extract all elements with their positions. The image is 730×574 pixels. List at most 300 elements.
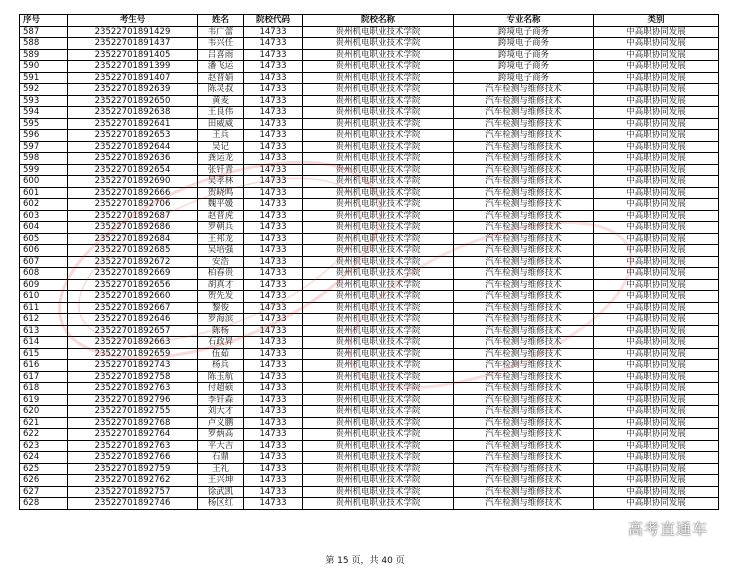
cell-school-name: 贵州机电职业技术学院 [303, 84, 454, 96]
cell-school-code: 14733 [244, 325, 303, 337]
cell-seq: 587 [20, 26, 68, 38]
cell-seq: 606 [20, 245, 68, 257]
cell-seq: 612 [20, 314, 68, 326]
cell-exam-id: 23522701892654 [68, 164, 198, 176]
cell-school-code: 14733 [244, 153, 303, 165]
cell-category: 中高职协同发展 [594, 440, 719, 452]
cell-school-name: 贵州机电职业技术学院 [303, 486, 454, 498]
cell-name: 潘飞运 [198, 61, 244, 73]
cell-school-name: 贵州机电职业技术学院 [303, 61, 454, 73]
cell-school-name: 贵州机电职业技术学院 [303, 268, 454, 280]
cell-major-name: 汽车检测与维修技术 [454, 268, 594, 280]
cell-category: 中高职协同发展 [594, 95, 719, 107]
cell-category: 中高职协同发展 [594, 210, 719, 222]
table-row [20, 486, 719, 498]
cell-name: 黎俊 [198, 302, 244, 314]
cell-seq: 617 [20, 371, 68, 383]
cell-seq: 619 [20, 394, 68, 406]
cell-school-name: 贵州机电职业技术学院 [303, 498, 454, 510]
cell-category: 中高职协同发展 [594, 84, 719, 96]
page-footer: 第 15 页，共 40 页 [325, 556, 405, 566]
cell-school-name: 贵州机电职业技术学院 [303, 302, 454, 314]
table-row [20, 141, 719, 153]
cell-major-name: 汽车检测与维修技术 [454, 406, 594, 418]
table-row [20, 417, 719, 429]
table-row [20, 61, 719, 73]
cell-school-code: 14733 [244, 256, 303, 268]
cell-exam-id: 23522701892657 [68, 325, 198, 337]
cell-school-name: 贵州机电职业技术学院 [303, 406, 454, 418]
cell-category: 中高职协同发展 [594, 61, 719, 73]
cell-school-name: 贵州机电职业技术学院 [303, 130, 454, 142]
cell-major-name: 汽车检测与维修技术 [454, 417, 594, 429]
cell-name: 王礼 [198, 463, 244, 475]
cell-school-name: 贵州机电职业技术学院 [303, 291, 454, 303]
cell-seq: 615 [20, 348, 68, 360]
cell-major-name: 汽车检测与维修技术 [454, 452, 594, 464]
cell-school-code: 14733 [244, 222, 303, 234]
cell-category: 中高职协同发展 [594, 245, 719, 257]
cell-school-code: 14733 [244, 118, 303, 130]
table-row [20, 95, 719, 107]
cell-category: 中高职协同发展 [594, 118, 719, 130]
cell-school-name: 贵州机电职业技术学院 [303, 107, 454, 119]
cell-name: 罗朝兵 [198, 222, 244, 234]
cell-seq: 624 [20, 452, 68, 464]
cell-category: 中高职协同发展 [594, 302, 719, 314]
cell-school-code: 14733 [244, 383, 303, 395]
cell-exam-id: 23522701892666 [68, 187, 198, 199]
table-row [20, 130, 719, 142]
cell-exam-id: 23522701892672 [68, 256, 198, 268]
cell-name: 韦广蕾 [198, 26, 244, 38]
header-school-name: 院校名称 [303, 15, 454, 27]
cell-major-name: 汽车检测与维修技术 [454, 429, 594, 441]
table-row [20, 199, 719, 211]
cell-major-name: 汽车检测与维修技术 [454, 130, 594, 142]
cell-school-name: 贵州机电职业技术学院 [303, 348, 454, 360]
cell-school-code: 14733 [244, 291, 303, 303]
cell-school-name: 贵州机电职业技术学院 [303, 187, 454, 199]
cell-seq: 627 [20, 486, 68, 498]
cell-school-code: 14733 [244, 279, 303, 291]
cell-exam-id: 23522701892636 [68, 153, 198, 165]
cell-name: 黄麦 [198, 95, 244, 107]
cell-seq: 628 [20, 498, 68, 510]
cell-school-code: 14733 [244, 187, 303, 199]
cell-name: 安浩 [198, 256, 244, 268]
cell-category: 中高职协同发展 [594, 38, 719, 50]
cell-category: 中高职协同发展 [594, 406, 719, 418]
cell-school-code: 14733 [244, 49, 303, 61]
cell-major-name: 跨境电子商务 [454, 72, 594, 84]
cell-name: 韦兴任 [198, 38, 244, 50]
cell-category: 中高职协同发展 [594, 314, 719, 326]
cell-school-code: 14733 [244, 440, 303, 452]
cell-exam-id: 23522701892638 [68, 107, 198, 119]
cell-major-name: 汽车检测与维修技术 [454, 187, 594, 199]
cell-category: 中高职协同发展 [594, 176, 719, 188]
cell-major-name: 跨境电子商务 [454, 38, 594, 50]
table-row [20, 348, 719, 360]
cell-seq: 604 [20, 222, 68, 234]
cell-seq: 598 [20, 153, 68, 165]
cell-school-name: 贵州机电职业技术学院 [303, 210, 454, 222]
cell-seq: 592 [20, 84, 68, 96]
cell-seq: 609 [20, 279, 68, 291]
cell-major-name: 汽车检测与维修技术 [454, 118, 594, 130]
cell-name: 魏平媛 [198, 199, 244, 211]
cell-major-name: 跨境电子商务 [454, 61, 594, 73]
cell-school-name: 贵州机电职业技术学院 [303, 222, 454, 234]
cell-exam-id: 23522701892763 [68, 383, 198, 395]
cell-seq: 610 [20, 291, 68, 303]
cell-school-name: 贵州机电职业技术学院 [303, 233, 454, 245]
table-row [20, 49, 719, 61]
table-row [20, 302, 719, 314]
cell-seq: 621 [20, 417, 68, 429]
cell-major-name: 汽车检测与维修技术 [454, 291, 594, 303]
cell-seq: 600 [20, 176, 68, 188]
cell-name: 伍茹 [198, 348, 244, 360]
table-row [20, 256, 719, 268]
cell-exam-id: 23522701892743 [68, 360, 198, 372]
cell-school-code: 14733 [244, 417, 303, 429]
cell-school-code: 14733 [244, 176, 303, 188]
cell-school-code: 14733 [244, 337, 303, 349]
cell-major-name: 汽车检测与维修技术 [454, 475, 594, 487]
cell-name: 胡真才 [198, 279, 244, 291]
cell-school-code: 14733 [244, 498, 303, 510]
cell-school-code: 14733 [244, 26, 303, 38]
table-row [20, 498, 719, 510]
cell-name: 柏春贵 [198, 268, 244, 280]
cell-exam-id: 23522701892659 [68, 348, 198, 360]
table-row [20, 153, 719, 165]
cell-seq: 589 [20, 49, 68, 61]
table-row [20, 26, 719, 38]
cell-school-name: 贵州机电职业技术学院 [303, 95, 454, 107]
cell-exam-id: 23522701892755 [68, 406, 198, 418]
cell-seq: 595 [20, 118, 68, 130]
header-exam-id: 考生号 [68, 15, 198, 27]
cell-category: 中高职协同发展 [594, 463, 719, 475]
cell-seq: 596 [20, 130, 68, 142]
cell-exam-id: 23522701892746 [68, 498, 198, 510]
cell-name: 付超硕 [198, 383, 244, 395]
cell-category: 中高职协同发展 [594, 429, 719, 441]
cell-seq: 602 [20, 199, 68, 211]
cell-school-code: 14733 [244, 486, 303, 498]
cell-school-name: 贵州机电职业技术学院 [303, 325, 454, 337]
cell-seq: 611 [20, 302, 68, 314]
table-row [20, 245, 719, 257]
cell-name: 张钎青 [198, 164, 244, 176]
table-row [20, 383, 719, 395]
cell-school-name: 贵州机电职业技术学院 [303, 72, 454, 84]
cell-exam-id: 23522701891437 [68, 38, 198, 50]
cell-category: 中高职协同发展 [594, 268, 719, 280]
cell-major-name: 汽车检测与维修技术 [454, 325, 594, 337]
table-row [20, 38, 719, 50]
cell-major-name: 汽车检测与维修技术 [454, 164, 594, 176]
cell-seq: 593 [20, 95, 68, 107]
cell-exam-id: 23522701892656 [68, 279, 198, 291]
cell-exam-id: 23522701892660 [68, 291, 198, 303]
cell-name: 王兴坤 [198, 475, 244, 487]
cell-school-name: 贵州机电职业技术学院 [303, 279, 454, 291]
cell-major-name: 汽车检测与维修技术 [454, 107, 594, 119]
cell-school-name: 贵州机电职业技术学院 [303, 118, 454, 130]
cell-school-name: 贵州机电职业技术学院 [303, 153, 454, 165]
cell-seq: 607 [20, 256, 68, 268]
table-row [20, 72, 719, 84]
cell-major-name: 汽车检测与维修技术 [454, 348, 594, 360]
cell-category: 中高职协同发展 [594, 233, 719, 245]
cell-name: 平大吉 [198, 440, 244, 452]
table-row [20, 440, 719, 452]
cell-major-name: 汽车检测与维修技术 [454, 394, 594, 406]
cell-name: 杨兵 [198, 360, 244, 372]
cell-school-name: 贵州机电职业技术学院 [303, 337, 454, 349]
cell-exam-id: 23522701892685 [68, 245, 198, 257]
cell-major-name: 汽车检测与维修技术 [454, 153, 594, 165]
cell-major-name: 汽车检测与维修技术 [454, 176, 594, 188]
table-row [20, 84, 719, 96]
table-row [20, 314, 719, 326]
cell-school-code: 14733 [244, 199, 303, 211]
cell-exam-id: 23522701892641 [68, 118, 198, 130]
cell-school-code: 14733 [244, 302, 303, 314]
cell-category: 中高职协同发展 [594, 291, 719, 303]
cell-school-name: 贵州机电职业技术学院 [303, 141, 454, 153]
cell-major-name: 汽车检测与维修技术 [454, 95, 594, 107]
cell-school-name: 贵州机电职业技术学院 [303, 452, 454, 464]
cell-major-name: 汽车检测与维修技术 [454, 210, 594, 222]
cell-name: 王良伟 [198, 107, 244, 119]
header-school-code: 院校代码 [244, 15, 303, 27]
cell-name: 李钎森 [198, 394, 244, 406]
cell-name: 罗海滨 [198, 314, 244, 326]
cell-name: 徐武凯 [198, 486, 244, 498]
cell-school-code: 14733 [244, 406, 303, 418]
cell-school-code: 14733 [244, 429, 303, 441]
cell-category: 中高职协同发展 [594, 348, 719, 360]
header-category: 类别 [594, 15, 719, 27]
cell-seq: 618 [20, 383, 68, 395]
cell-major-name: 汽车检测与维修技术 [454, 302, 594, 314]
cell-seq: 614 [20, 337, 68, 349]
table-row [20, 360, 719, 372]
cell-exam-id: 23522701892644 [68, 141, 198, 153]
cell-exam-id: 23522701892669 [68, 268, 198, 280]
cell-seq: 599 [20, 164, 68, 176]
header-name: 姓名 [198, 15, 244, 27]
table-row [20, 176, 719, 188]
cell-school-name: 贵州机电职业技术学院 [303, 417, 454, 429]
table-row [20, 222, 719, 234]
cell-category: 中高职协同发展 [594, 130, 719, 142]
cell-school-code: 14733 [244, 84, 303, 96]
cell-school-name: 贵州机电职业技术学院 [303, 360, 454, 372]
cell-school-code: 14733 [244, 245, 303, 257]
table-row [20, 325, 719, 337]
cell-school-code: 14733 [244, 452, 303, 464]
cell-school-code: 14733 [244, 164, 303, 176]
cell-major-name: 汽车检测与维修技术 [454, 256, 594, 268]
cell-exam-id: 23522701892667 [68, 302, 198, 314]
table-row [20, 371, 719, 383]
cell-name: 石政昇 [198, 337, 244, 349]
cell-category: 中高职协同发展 [594, 337, 719, 349]
cell-seq: 613 [20, 325, 68, 337]
cell-seq: 626 [20, 475, 68, 487]
cell-name: 杨区红 [198, 498, 244, 510]
cell-exam-id: 23522701892639 [68, 84, 198, 96]
cell-name: 吴培强 [198, 245, 244, 257]
cell-seq: 608 [20, 268, 68, 280]
cell-school-code: 14733 [244, 233, 303, 245]
cell-exam-id: 23522701892650 [68, 95, 198, 107]
cell-school-code: 14733 [244, 38, 303, 50]
cell-seq: 620 [20, 406, 68, 418]
cell-major-name: 汽车检测与维修技术 [454, 337, 594, 349]
cell-name: 刘大才 [198, 406, 244, 418]
cell-exam-id: 23522701892690 [68, 176, 198, 188]
cell-major-name: 汽车检测与维修技术 [454, 84, 594, 96]
cell-exam-id: 23522701892757 [68, 486, 198, 498]
table-row [20, 475, 719, 487]
cell-name: 陈灵叔 [198, 84, 244, 96]
table-row [20, 210, 719, 222]
cell-major-name: 汽车检测与维修技术 [454, 360, 594, 372]
cell-major-name: 汽车检测与维修技术 [454, 463, 594, 475]
cell-school-code: 14733 [244, 210, 303, 222]
cell-category: 中高职协同发展 [594, 486, 719, 498]
table-row [20, 452, 719, 464]
cell-exam-id: 23522701892796 [68, 394, 198, 406]
cell-major-name: 汽车检测与维修技术 [454, 486, 594, 498]
cell-name: 赵晋娟 [198, 72, 244, 84]
table-body [20, 26, 719, 509]
cell-exam-id: 23522701892766 [68, 452, 198, 464]
cell-exam-id: 23522701892663 [68, 337, 198, 349]
cell-exam-id: 23522701892646 [68, 314, 198, 326]
cell-name: 陈杨 [198, 325, 244, 337]
cell-exam-id: 23522701892758 [68, 371, 198, 383]
cell-name: 王邦龙 [198, 233, 244, 245]
cell-category: 中高职协同发展 [594, 383, 719, 395]
cell-category: 中高职协同发展 [594, 325, 719, 337]
cell-major-name: 跨境电子商务 [454, 26, 594, 38]
cell-seq: 605 [20, 233, 68, 245]
cell-school-code: 14733 [244, 463, 303, 475]
cell-exam-id: 23522701891399 [68, 61, 198, 73]
cell-school-code: 14733 [244, 348, 303, 360]
table-row [20, 279, 719, 291]
cell-school-code: 14733 [244, 61, 303, 73]
cell-exam-id: 23522701892706 [68, 199, 198, 211]
cell-name: 赵晋虎 [198, 210, 244, 222]
cell-major-name: 汽车检测与维修技术 [454, 440, 594, 452]
cell-exam-id: 23522701892684 [68, 233, 198, 245]
cell-major-name: 汽车检测与维修技术 [454, 498, 594, 510]
cell-category: 中高职协同发展 [594, 475, 719, 487]
cell-category: 中高职协同发展 [594, 279, 719, 291]
cell-school-code: 14733 [244, 72, 303, 84]
table-row [20, 268, 719, 280]
cell-category: 中高职协同发展 [594, 141, 719, 153]
cell-major-name: 汽车检测与维修技术 [454, 371, 594, 383]
header-seq: 序号 [20, 15, 68, 27]
cell-school-name: 贵州机电职业技术学院 [303, 164, 454, 176]
cell-major-name: 跨境电子商务 [454, 49, 594, 61]
cell-school-code: 14733 [244, 95, 303, 107]
cell-category: 中高职协同发展 [594, 26, 719, 38]
cell-name: 石鼎 [198, 452, 244, 464]
table-row [20, 429, 719, 441]
table-row [20, 233, 719, 245]
cell-name: 陈玉航 [198, 371, 244, 383]
cell-exam-id: 23522701891429 [68, 26, 198, 38]
cell-school-name: 贵州机电职业技术学院 [303, 475, 454, 487]
table-row [20, 164, 719, 176]
cell-seq: 591 [20, 72, 68, 84]
cell-major-name: 汽车检测与维修技术 [454, 233, 594, 245]
cell-category: 中高职协同发展 [594, 72, 719, 84]
cell-exam-id: 23522701892759 [68, 463, 198, 475]
cell-major-name: 汽车检测与维修技术 [454, 141, 594, 153]
cell-name: 龚运龙 [198, 153, 244, 165]
cell-name: 吴孝林 [198, 176, 244, 188]
cell-name: 贺晓鸣 [198, 187, 244, 199]
cell-school-code: 14733 [244, 107, 303, 119]
admission-list-sheet [19, 14, 712, 510]
table-row [20, 118, 719, 130]
cell-category: 中高职协同发展 [594, 153, 719, 165]
cell-seq: 622 [20, 429, 68, 441]
cell-major-name: 汽车检测与维修技术 [454, 279, 594, 291]
cell-school-name: 贵州机电职业技术学院 [303, 245, 454, 257]
cell-school-code: 14733 [244, 371, 303, 383]
cell-exam-id: 23522701892762 [68, 475, 198, 487]
cell-school-name: 贵州机电职业技术学院 [303, 199, 454, 211]
cell-exam-id: 23522701892653 [68, 130, 198, 142]
cell-major-name: 汽车检测与维修技术 [454, 245, 594, 257]
cell-name: 卢义鹏 [198, 417, 244, 429]
cell-name: 罗炳高 [198, 429, 244, 441]
cell-exam-id: 23522701892686 [68, 222, 198, 234]
cell-school-name: 贵州机电职业技术学院 [303, 371, 454, 383]
cell-major-name: 汽车检测与维修技术 [454, 383, 594, 395]
cell-school-name: 贵州机电职业技术学院 [303, 463, 454, 475]
cell-school-name: 贵州机电职业技术学院 [303, 38, 454, 50]
cell-category: 中高职协同发展 [594, 452, 719, 464]
header-major-name: 专业名称 [454, 15, 594, 27]
cell-exam-id: 23522701892763 [68, 440, 198, 452]
cell-school-code: 14733 [244, 268, 303, 280]
cell-major-name: 汽车检测与维修技术 [454, 222, 594, 234]
cell-exam-id: 23522701891405 [68, 49, 198, 61]
cell-category: 中高职协同发展 [594, 371, 719, 383]
table-row [20, 406, 719, 418]
table-row [20, 187, 719, 199]
cell-school-name: 贵州机电职业技术学院 [303, 429, 454, 441]
admission-table [19, 14, 719, 510]
cell-school-name: 贵州机电职业技术学院 [303, 256, 454, 268]
cell-exam-id: 23522701891407 [68, 72, 198, 84]
cell-school-name: 贵州机电职业技术学院 [303, 49, 454, 61]
